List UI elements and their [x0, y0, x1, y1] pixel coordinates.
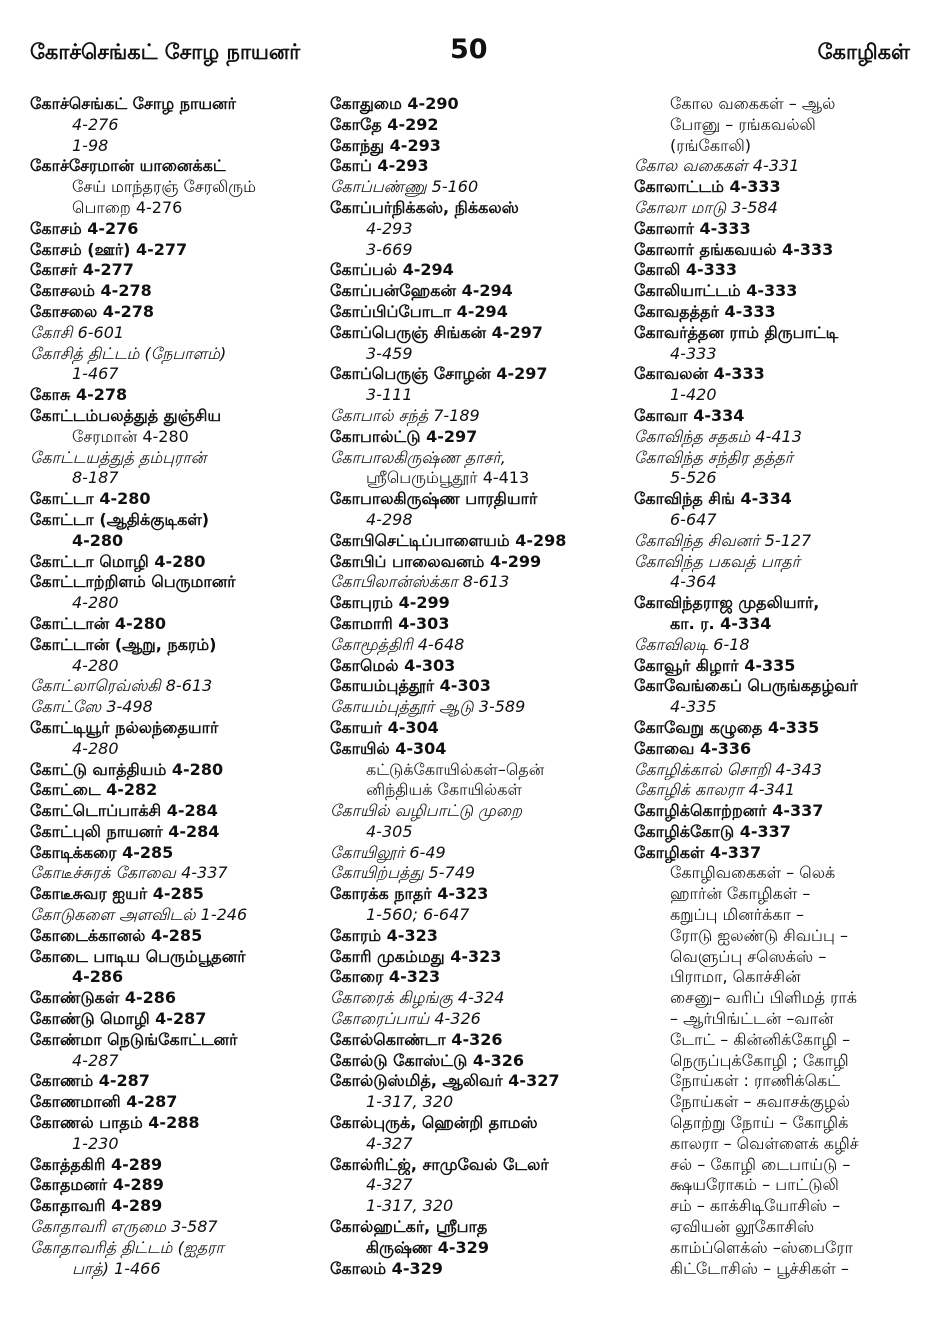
index-entry: டோட் – கின்னிக்கோழி – [670, 1029, 851, 1049]
index-entry: காலரா – வெள்ளைக் கழிச் [670, 1133, 859, 1153]
index-entry: கோட்டா மொழி 4-280 [30, 551, 206, 571]
index-column-1 [30, 94, 320, 1279]
index-entry: கோபாலகிருஷ்ண பாரதியார் [330, 489, 538, 509]
index-entry: 1-98 [72, 135, 109, 155]
index-entry: 4-335 [670, 697, 717, 717]
index-entry: போனு – ரங்கவல்லி [670, 114, 816, 134]
index-entry: கோசம் 4-276 [30, 218, 139, 238]
index-entry: கோசி 6-601 [30, 322, 125, 342]
index-entry: தொற்று நோய் – கோழிக் [670, 1113, 849, 1133]
index-entry: கோட்டா (ஆதிக்குடிகள்) [30, 509, 210, 529]
index-entry: கோலம் 4-329 [330, 1258, 443, 1278]
index-entry: சல் – கோழி டைபாய்டு – [670, 1154, 851, 1174]
index-entry: கோச்செங்கட் சோழ நாயனர் [30, 94, 236, 113]
index-entry: கோவிந்த சதகம் 4-413 [634, 426, 802, 446]
index-entry: கோப்பன்ஹேகன் 4-294 [330, 281, 513, 301]
index-entry: கோட்ஸே 3-498 [30, 697, 153, 717]
index-entry: 4-280 [72, 593, 119, 613]
running-head-right: கோழிகள் [817, 40, 910, 64]
index-entry: நெருப்புக்கோழி ; கோழி [670, 1050, 849, 1070]
index-entry: கோழிக் காலரா 4-341 [634, 780, 796, 800]
index-entry: கோழிக்கொற்றனர் 4-337 [634, 801, 824, 821]
index-entry: கோழிக்கோடு 4-337 [634, 821, 791, 841]
index-entry: கோல்ரிட்ஜ், சாமுவேல் டேலர் [330, 1154, 549, 1174]
index-entry: கோரக்க நாதர் 4-323 [330, 884, 489, 904]
index-entry: கோசு 4-278 [30, 385, 128, 405]
index-entry: கோட்டா 4-280 [30, 489, 151, 509]
index-entry: கோயில் வழிபாட்டு முறை [330, 801, 522, 821]
index-entry: கோட்டியூர் நல்லந்தையார் [30, 717, 219, 737]
index-entry: கோட்டயத்துத் தம்புரான் [30, 447, 207, 467]
index-entry: கோணல் பாதம் 4-288 [30, 1113, 200, 1133]
index-entry: கோடிக்கரை 4-285 [30, 842, 174, 862]
index-entry: கோரை 4-323 [330, 967, 441, 987]
index-entry: கோடீச்சுரக் கோவை 4-337 [30, 863, 228, 883]
index-entry: கோசித் திட்டம் (நேபாளம்) [30, 343, 227, 363]
index-entry: வெளுப்பு சஸெக்ஸ் – [670, 946, 827, 966]
index-entry: கறுப்பு மினர்க்கா – [670, 905, 805, 925]
index-entry: கோசலம் 4-278 [30, 281, 152, 301]
index-entry: 4-364 [670, 572, 717, 592]
index-entry: கோபிப் பாலைவனம் 4-299 [330, 551, 542, 571]
index-entry: 4-276 [72, 114, 119, 134]
index-entry: 1-317, 320 [366, 1092, 454, 1112]
index-entry: கோவை 4-336 [634, 738, 752, 758]
index-entry: கோலா மாடு 3-584 [634, 197, 778, 217]
index-entry: கோவிந்தராஜ முதலியார், [634, 593, 820, 613]
index-entry: கோடுகளை அளவிடல் 1-246 [30, 905, 248, 925]
index-entry: கோரம் 4-323 [330, 925, 438, 945]
index-entry: கோழிவகைகள் – லெக் [670, 863, 836, 883]
index-entry: கோலார் 4-333 [634, 218, 751, 238]
index-entry: 5-526 [670, 468, 717, 488]
index-entry: கோயர் 4-304 [330, 717, 439, 737]
index-entry: ஸ்ரீபெரும்பூதூர் 4-413 [366, 468, 530, 488]
index-entry: கோச்சேரமான் யானைக்கட் [30, 156, 226, 176]
index-entry: 3-669 [366, 239, 413, 259]
index-entry: கோல்கொண்டா 4-326 [330, 1029, 503, 1049]
index-entry: கோயம்புத்தூர் ஆடு 3-589 [330, 697, 526, 717]
index-entry: சம் – காக்சிடியோசிஸ் – [670, 1196, 841, 1216]
index-entry: கோதாவரி எருமை 3-587 [30, 1217, 218, 1237]
index-entry: கோரைப்பாய் 4-326 [330, 1009, 481, 1029]
index-entry: 4-280 [72, 738, 119, 758]
index-entry: (ரங்கோலி) [670, 135, 752, 155]
index-entry: கோப் 4-293 [330, 156, 429, 176]
index-entry: கோமூத்திரி 4-648 [330, 634, 465, 654]
index-entry: சேய் மாந்தரஞ் சேரலிரும் [72, 177, 256, 197]
index-entry: கோலியாட்டம் 4-333 [634, 281, 798, 301]
index-entry: கோணம் 4-287 [30, 1071, 150, 1091]
index-entry: கோரைக் கிழங்கு 4-324 [330, 988, 505, 1008]
index-entry: கோவிந்த பகவத் பாதர் [634, 551, 800, 571]
index-entry: கோபிசெட்டிப்பாளையம் 4-298 [330, 530, 567, 550]
index-entry: கோவிந்த சிங் 4-334 [634, 489, 792, 509]
index-entry: கோல வகைகள் – ஆல் [670, 94, 836, 113]
index-entry: கோமாரி 4-303 [330, 613, 450, 633]
index-entry: கோட்புலி நாயனர் 4-284 [30, 821, 220, 841]
index-entry: கோடை பாடிய பெரும்பூதனர் [30, 946, 246, 966]
index-entry: கோட்லாரெவ்ஸ்கி 8-613 [30, 676, 213, 696]
index-entry: கோயிலூர் 6-49 [330, 842, 446, 862]
index-entry: கோவா 4-334 [634, 405, 745, 425]
index-entry: கோவலன் 4-333 [634, 364, 765, 384]
index-entry: 1-317, 320 [366, 1196, 454, 1216]
index-entry: சேரமான் 4-280 [72, 426, 189, 446]
index-entry: நோய்கள் : ராணிக்கெட் [670, 1071, 841, 1091]
index-entry: பாத்) 1-466 [72, 1258, 161, 1278]
index-entry: கோடீசுவர ஐயர் 4-285 [30, 884, 204, 904]
index-entry: 4-298 [366, 509, 413, 529]
index-entry: கோலி 4-333 [634, 260, 737, 280]
index-entry: ரோடு ஐலண்டு சிவப்பு – [670, 925, 848, 945]
page-header [30, 34, 910, 80]
index-entry: 1-560; 6-647 [366, 905, 470, 925]
index-entry: பிராமா, கொச்சின் [670, 967, 801, 987]
page-number: 50 [450, 34, 488, 65]
index-entry: 4-327 [366, 1175, 413, 1195]
index-entry: கோழிகள் 4-337 [634, 842, 762, 862]
index-entry: கோரி முகம்மது 4-323 [330, 946, 502, 966]
index-entry: கட்டுக்கோயில்கள்–தென் [366, 759, 545, 779]
index-entry: கோட்டொப்பாக்சி 4-284 [30, 801, 218, 821]
index-entry: 4-280 [72, 655, 119, 675]
index-entry: னிந்தியக் கோயில்கள் [366, 780, 522, 800]
index-entry: பொறை 4-276 [72, 197, 183, 217]
index-entry: கோண்டு மொழி 4-287 [30, 1009, 207, 1029]
index-entry: கோலார் தங்கவயல் 4-333 [634, 239, 834, 259]
index-entry: கோத்தகிரி 4-289 [30, 1154, 163, 1174]
index-entry: கோணமானி 4-287 [30, 1092, 178, 1112]
index-entry: கோப்பல் 4-294 [330, 260, 454, 280]
index-entry: கோதே 4-292 [330, 114, 439, 134]
index-entry: கோல்ஹட்கர், ஸ்ரீபாத [330, 1217, 488, 1237]
index-entry: கோவூர் கிழார் 4-335 [634, 655, 796, 675]
index-entry: 4-293 [366, 218, 413, 238]
index-entry: 4-333 [670, 343, 717, 363]
running-head-left: கோச்செங்கட் சோழ நாயனர் [30, 40, 301, 64]
index-entry: கோசர் 4-277 [30, 260, 134, 280]
index-entry: க்ஷயரோகம் – பாட்டுலி [670, 1175, 839, 1195]
index-entry: கோதாவரித் திட்டம் (ஐதரா [30, 1237, 224, 1257]
index-entry: கோவதத்தர் 4-333 [634, 301, 776, 321]
index-entry: கோயிற்பத்து 5-749 [330, 863, 476, 883]
index-entry: கோபால் சந்த் 7-189 [330, 405, 480, 425]
index-entry: கோப்பெருஞ் சோழன் 4-297 [330, 364, 548, 384]
index-entry: கோவிந்த சந்திர தத்தர் [634, 447, 794, 467]
index-entry: கோண்டுகள் 4-286 [30, 988, 177, 1008]
index-entry: கோபாலகிருஷ்ண தாசர், [330, 447, 506, 467]
index-entry: கோந்து 4-293 [330, 135, 441, 155]
index-entry: கோயம்புத்தூர் 4-303 [330, 676, 491, 696]
index-entry: கோழிக்கால் சொறி 4-343 [634, 759, 822, 779]
index-entry: கோவேறு கழுதை 4-335 [634, 717, 820, 737]
index-entry: 6-647 [670, 509, 717, 529]
index-entry: 4-305 [366, 821, 413, 841]
index-entry: கோப்பண்ணு 5-160 [330, 177, 479, 197]
index-entry: நோய்கள் – சுவாசக்குழல் [670, 1092, 851, 1112]
index-entry: கோபுரம் 4-299 [330, 593, 450, 613]
index-entry: கோயில் 4-304 [330, 738, 447, 758]
index-entry: சைனு– வரிப் பிளிமத் ராக் [670, 988, 857, 1008]
index-entry: கோபிலான்ஸ்க்கா 8-613 [330, 572, 510, 592]
index-entry: கோசம் (ஊர்) 4-277 [30, 239, 188, 259]
index-entry: கிட்டோசிஸ் – பூச்சிகள் – [670, 1258, 849, 1278]
index-entry: கோப்பெருஞ் சிங்கன் 4-297 [330, 322, 543, 342]
index-entry: கோல்புருக், ஹென்றி தாமஸ் [330, 1113, 538, 1133]
index-entry: கோட்டான் (ஆறு, நகரம்) [30, 634, 217, 654]
index-entry: 1-420 [670, 385, 717, 405]
index-entry: 4-280 [72, 530, 124, 550]
index-entry: 8-187 [72, 468, 119, 488]
index-entry: கோட்டான் 4-280 [30, 613, 167, 633]
index-entry: கோடைக்கானல் 4-285 [30, 925, 203, 945]
index-entry: கோல்டுஸ்மித், ஆலிவர் 4-327 [330, 1071, 560, 1091]
index-entry: கோமெல் 4-303 [330, 655, 456, 675]
index-entry: கோவிலடி 6-18 [634, 634, 750, 654]
index-entry: கோதுமை 4-290 [330, 94, 459, 113]
index-entry: 3-459 [366, 343, 413, 363]
index-entry: கிருஷ்ண 4-329 [366, 1237, 489, 1257]
index-entry: 4-287 [72, 1050, 119, 1070]
index-entry: கா. ர. 4-334 [670, 613, 772, 633]
index-entry: கோட்டு வாத்தியம் 4-280 [30, 759, 224, 779]
index-entry: காம்ப்ளெக்ஸ் –ஸ்பைரோ [670, 1237, 853, 1257]
index-entry: 4-327 [366, 1133, 413, 1153]
index-entry: கோண்மா நெடுங்கோட்டனர் [30, 1029, 238, 1049]
index-entry: கோவர்த்தன ராம் திருபாட்டி [634, 322, 839, 342]
index-entry: கோட்டம்பலத்துத் துஞ்சிய [30, 405, 222, 425]
index-entry: 4-286 [72, 967, 124, 987]
index-entry: – ஆர்பிங்ட்டன் –வான் [670, 1009, 834, 1029]
index-entry: 1-230 [72, 1133, 119, 1153]
index-entry: கோப்பிப்போடா 4-294 [330, 301, 508, 321]
index-entry: கோவிந்த சிவனர் 5-127 [634, 530, 812, 550]
index-entry: ஹார்ன் கோழிகள் – [670, 884, 811, 904]
index-entry: கோவேங்கைப் பெருங்கதழ்வர் [634, 676, 858, 696]
index-entry: ஏவியன் லூகோசிஸ் [670, 1217, 815, 1237]
index-entry: கோப்பர்நிக்கஸ், நிக்கலஸ் [330, 197, 519, 217]
index-entry: கோதாவரி 4-289 [30, 1196, 163, 1216]
index-entry: 1-467 [72, 364, 119, 384]
index-entry: கோட்டை 4-282 [30, 780, 158, 800]
index-column-2 [330, 94, 630, 1279]
index-column-3 [634, 94, 930, 1279]
index-entry: கோசலை 4-278 [30, 301, 154, 321]
index-entry: கோலாட்டம் 4-333 [634, 177, 781, 197]
index-entry: கோல வகைகள் 4-331 [634, 156, 800, 176]
index-entry: கோதமனர் 4-289 [30, 1175, 164, 1195]
index-entry: 3-111 [366, 385, 413, 405]
index-entry: கோல்டு கோஸ்ட்டு 4-326 [330, 1050, 524, 1070]
index-entry: கோபால்ட்டு 4-297 [330, 426, 478, 446]
index-entry: கோட்டாற்றிளம் பெருமானர் [30, 572, 236, 592]
